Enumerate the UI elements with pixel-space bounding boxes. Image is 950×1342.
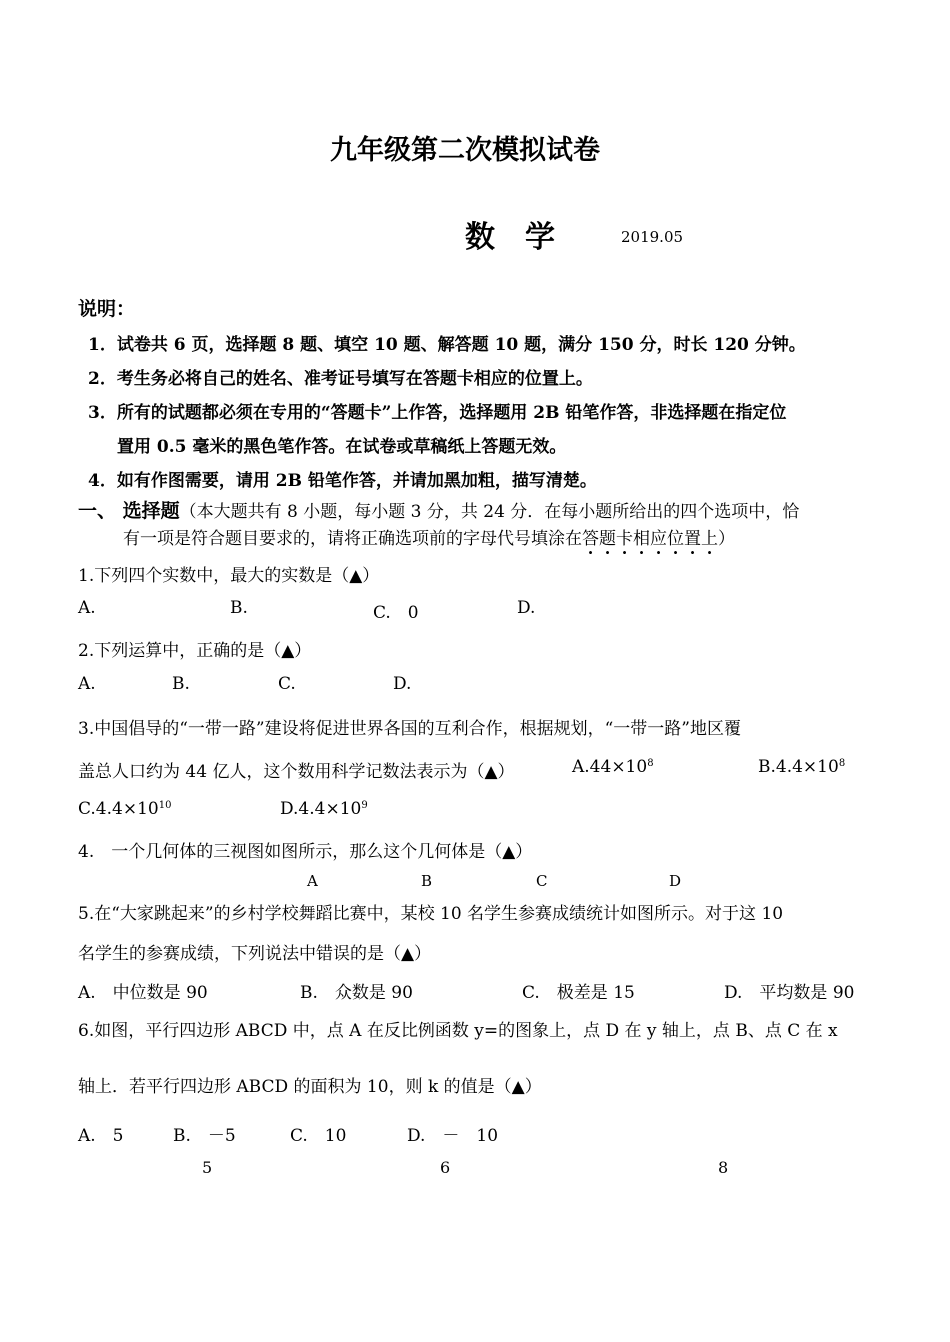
question-stem-line2: 名学生的参赛成绩，下列说法中错误的是（▲） <box>78 944 432 964</box>
page-title: 九年级第二次模拟试卷 <box>330 135 600 166</box>
instruction-item: 4．如有作图需要，请用 2B 铅笔作答，并请加黑加粗，描写清楚。 <box>88 471 597 491</box>
instructions-heading: 说明： <box>78 298 136 320</box>
option-b: $B.4.4\times 10^8$ <box>758 757 846 777</box>
question-stem: 1.下列四个实数中，最大的实数是（▲） <box>78 566 380 586</box>
option-c: $C.4.4\times 10^{10}$ <box>78 799 172 819</box>
figure-number: 5 <box>202 1158 213 1177</box>
option-b: B. －5 <box>173 1126 236 1146</box>
option-a: A. 中位数是 90 <box>78 983 208 1003</box>
option-d: $D.4.4\times 10^9$ <box>280 799 368 819</box>
exam-date: 2019.05 <box>621 228 684 246</box>
option-a: $A.44\times 10^8$ <box>572 757 654 777</box>
section-description: （本大题共有 8 小题，每小题 3 分，共 24 分．在每小题所给出的四个选项中，恰 <box>179 502 800 522</box>
question-stem: 3.中国倡导的“一带一路”建设将促进世界各国的互利合作，根据规划，“一带一路”地区覆 <box>78 719 741 739</box>
option-d: D. 平均数是 90 <box>724 983 855 1003</box>
option-a: A. 5 <box>78 1126 124 1146</box>
question-stem: 6.如图，平行四边形 ABCD 中，点 A 在反比例函数 y=的图象上，点 D 在 y 轴上，点 B、点 C 在 x <box>78 1021 838 1041</box>
option-c: C. 极差是 15 <box>522 983 635 1003</box>
figure-label-a: A <box>307 872 318 890</box>
section-header <box>78 496 799 523</box>
question-stem: 2.下列运算中，正确的是（▲） <box>78 641 312 661</box>
option-c: C. 10 <box>290 1126 347 1146</box>
option-c: C. 0 <box>373 603 419 623</box>
option-c: C. <box>278 674 296 694</box>
option-d: D. <box>393 674 412 694</box>
option-b: B. <box>172 674 190 694</box>
option-d: D. <box>517 598 536 618</box>
figure-label-b: B <box>421 872 433 890</box>
instruction-item: 2．考生务必将自己的姓名、准考证号填写在答题卡相应的位置上。 <box>88 369 593 389</box>
instruction-item: 置用 0.5 毫米的黑色笔作答。在试卷或草稿纸上答题无效。 <box>117 437 567 457</box>
option-b: B. <box>230 598 248 618</box>
figure-number: 6 <box>440 1158 451 1177</box>
figure-number: 8 <box>718 1158 729 1177</box>
option-b: B. 众数是 90 <box>300 983 413 1003</box>
subject-title: 数 学 <box>465 220 555 255</box>
question-stem-line2: 盖总人口约为 44 亿人，这个数用科学记数法表示为（▲） <box>78 762 515 782</box>
figure-label-c: C <box>536 872 548 890</box>
instruction-item: 1．试卷共 6 页，选择题 8 题、填空 10 题、解答题 10 题，满分 150 分，时长 120 分钟。 <box>88 335 806 355</box>
question-stem: 4. 一个几何体的三视图如图所示，那么这个几何体是（▲） <box>78 842 533 862</box>
question-stem-line2: 轴上．若平行四边形 ABCD 的面积为 10，则 k 的值是（▲） <box>78 1077 542 1097</box>
emphasized-text: 答题卡相应位置上 <box>582 529 718 549</box>
option-a: A. <box>78 598 96 618</box>
instruction-item: 3．所有的试题都必须在专用的“答题卡”上作答，选择题用 2B 铅笔作答，非选择题在指定位 <box>88 403 787 423</box>
figure-label-d: D <box>669 872 682 890</box>
section-label: 一、 选择题 <box>78 500 180 522</box>
option-d: D. － 10 <box>407 1126 499 1146</box>
option-a: A. <box>78 674 96 694</box>
question-stem: 5.在“大家跳起来”的乡村学校舞蹈比赛中，某校 10 名学生参赛成绩统计如图所示。对于这 10 <box>78 904 784 924</box>
section-description-line2: 有一项是符合题目要求的，请将正确选项前的字母代号填涂在答题卡相应位置上） <box>123 529 735 549</box>
